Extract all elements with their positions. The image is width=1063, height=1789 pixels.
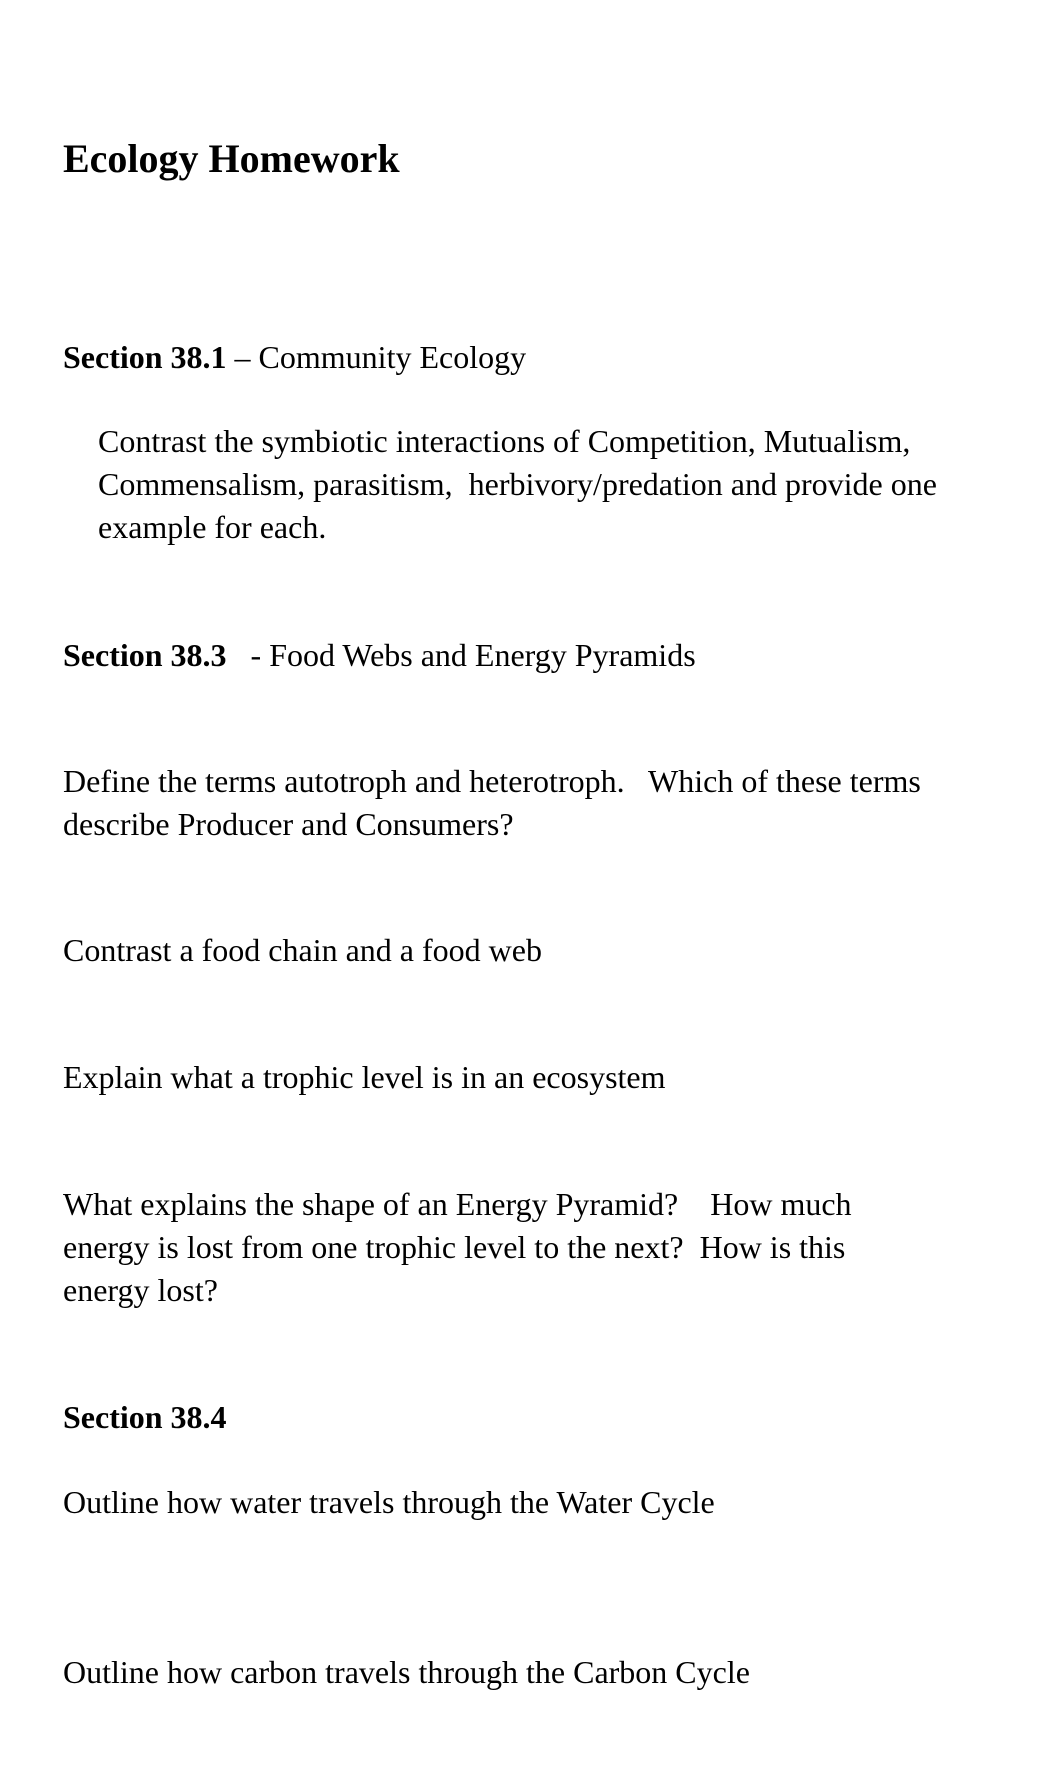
section-subtitle: - Food Webs and Energy Pyramids [226, 637, 696, 673]
section-number: Section 38.3 [63, 637, 227, 673]
section-number: Section 38.4 [63, 1399, 227, 1435]
page-title: Ecology Homework [63, 136, 400, 181]
question-trophic-level: Explain what a trophic level is in an ecosystem [63, 1059, 666, 1095]
question-carbon-cycle: Outline how carbon travels through the Carbon Cycle [63, 1654, 750, 1690]
section-heading-38-1 [63, 336, 526, 379]
section-heading-38-3 [63, 634, 696, 677]
question-symbiotic-interactions: Contrast the symbiotic interactions of Competition, Mutualism, Commensalism, parasitism, herbivory/predation and provide one example for each. [98, 423, 937, 545]
section-subtitle: – Community Ecology [226, 339, 527, 375]
question-autotroph-heterotroph: Define the terms autotroph and heterotroph. Which of these terms describe Producer and Consumers? [63, 763, 921, 842]
section-number: Section 38.1 [63, 339, 227, 375]
question-energy-pyramid: What explains the shape of an Energy Pyramid? How much energy is lost from one trophic level to the next? How is this energy lost? [63, 1186, 852, 1308]
question-food-chain-web: Contrast a food chain and a food web [63, 932, 542, 968]
question-water-cycle: Outline how water travels through the Water Cycle [63, 1484, 715, 1520]
section-heading-38-4 [63, 1396, 227, 1439]
